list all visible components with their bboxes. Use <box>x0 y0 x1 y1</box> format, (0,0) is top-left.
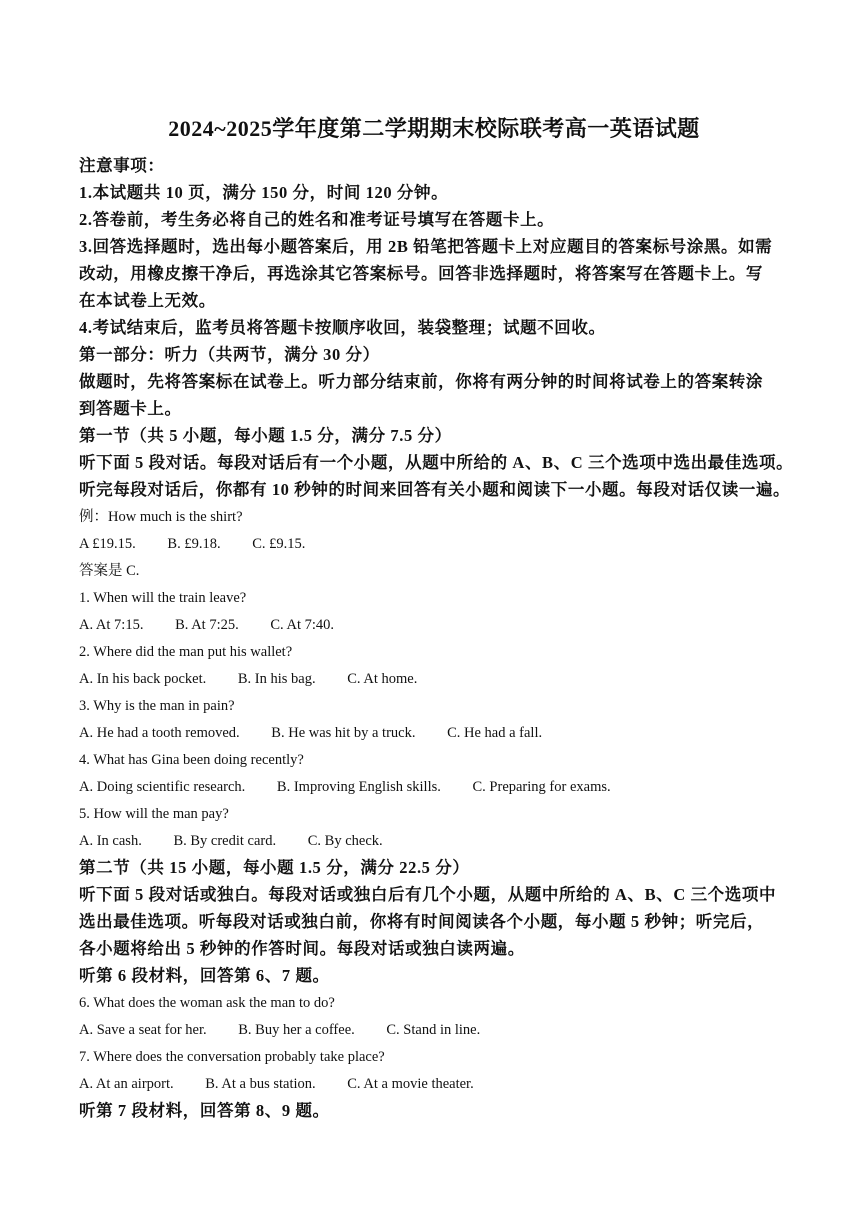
option-b: B. Improving English skills. <box>276 779 441 795</box>
question-6-options <box>79 1019 480 1041</box>
question-3-options <box>79 722 542 744</box>
material-6-heading: 听第 6 段材料，回答第 6、7 题。 <box>79 966 330 985</box>
exam-title: 2024~2025学年度第二学期期末校际联考高一英语试题 <box>168 116 700 141</box>
example-answer: 答案是 C. <box>79 563 140 579</box>
material-7-heading: 听第 7 段材料，回答第 8、9 题。 <box>79 1101 330 1120</box>
option-c: C. £9.15. <box>252 536 306 552</box>
example-question: 例：How much is the shirt? <box>79 509 243 525</box>
option-c: C. At 7:40. <box>270 617 335 633</box>
question-5-options <box>79 830 383 852</box>
section2-instruction: 听下面 5 段对话或独白。每段对话或独白后有几个小题，从题中所给的 A、B、C 三个选项中 <box>79 885 777 904</box>
option-a: A. Save a seat for her. <box>79 1022 207 1038</box>
section2-instruction: 选出最佳选项。听每段对话或独白前，你将有时间阅读各个小题，每小题 5 秒钟；听完后， <box>79 912 765 931</box>
option-a: A. Doing scientific research. <box>79 779 246 795</box>
option-b: B. At a bus station. <box>205 1076 316 1092</box>
notice-line: 3.回答选择题时，选出每小题答案后，用 2B 铅笔把答题卡上对应题目的答案标号涂黑。如需 <box>79 237 773 256</box>
section1-heading: 第一节（共 5 小题，每小题 1.5 分，满分 7.5 分） <box>79 426 452 445</box>
option-c: C. By check. <box>307 833 383 849</box>
question-1: 1. When will the train leave? <box>79 590 247 606</box>
section2-heading: 第二节（共 15 小题，每小题 1.5 分，满分 22.5 分） <box>79 858 470 877</box>
option-b: B. In his bag. <box>237 671 316 687</box>
notice-line: 在本试卷上无效。 <box>79 291 216 310</box>
question-7-options <box>79 1073 474 1095</box>
section2-instruction: 各小题将给出 5 秒钟的作答时间。每段对话或独白读两遍。 <box>79 939 525 958</box>
question-7: 7. Where does the conversation probably take place? <box>79 1049 385 1065</box>
example-options <box>79 533 305 555</box>
option-b: B. By credit card. <box>173 833 277 849</box>
option-b: B. He was hit by a truck. <box>271 725 416 741</box>
option-a: A. In cash. <box>79 833 142 849</box>
question-2-options <box>79 668 417 690</box>
option-a: A. At an airport. <box>79 1076 174 1092</box>
option-c: C. He had a fall. <box>447 725 543 741</box>
option-a: A. At 7:15. <box>79 617 144 633</box>
question-3: 3. Why is the man in pain? <box>79 698 235 714</box>
question-4: 4. What has Gina been doing recently? <box>79 752 304 768</box>
notice-line: 2.答卷前，考生务必将自己的姓名和准考证号填写在答题卡上。 <box>79 210 555 229</box>
part1-instruction: 做题时，先将答案标在试卷上。听力部分结束前，你将有两分钟的时间将试卷上的答案转涂 <box>79 372 763 391</box>
section1-instruction: 听完每段对话后，你都有 10 秒钟的时间来回答有关小题和阅读下一小题。每段对话仅读一遍。 <box>79 480 791 499</box>
option-c: C. Preparing for exams. <box>472 779 611 795</box>
part1-heading: 第一部分：听力（共两节，满分 30 分） <box>79 345 380 364</box>
option-b: B. Buy her a coffee. <box>238 1022 355 1038</box>
option-c: C. Stand in line. <box>386 1022 481 1038</box>
question-5: 5. How will the man pay? <box>79 806 229 822</box>
option-b: B. £9.18. <box>167 536 221 552</box>
option-a: A £19.15. <box>79 536 136 552</box>
section1-instruction: 听下面 5 段对话。每段对话后有一个小题，从题中所给的 A、B、C 三个选项中选出最佳选项。 <box>79 453 794 472</box>
question-2: 2. Where did the man put his wallet? <box>79 644 293 660</box>
option-a: A. In his back pocket. <box>79 671 207 687</box>
option-c: C. At a movie theater. <box>347 1076 474 1092</box>
part1-instruction: 到答题卡上。 <box>79 399 182 418</box>
question-1-options <box>79 614 334 636</box>
question-4-options <box>79 776 611 798</box>
option-c: C. At home. <box>347 671 418 687</box>
notice-line: 1.本试题共 10 页，满分 150 分，时间 120 分钟。 <box>79 183 449 202</box>
option-b: B. At 7:25. <box>175 617 239 633</box>
notice-line: 4.考试结束后，监考员将答题卡按顺序收回，装袋整理；试题不回收。 <box>79 318 606 337</box>
notice-line: 改动，用橡皮擦干净后，再选涂其它答案标号。回答非选择题时，将答案写在答题卡上。写 <box>79 264 763 283</box>
notice-heading: 注意事项： <box>79 156 165 175</box>
question-6: 6. What does the woman ask the man to do? <box>79 995 335 1011</box>
option-a: A. He had a tooth removed. <box>79 725 240 741</box>
